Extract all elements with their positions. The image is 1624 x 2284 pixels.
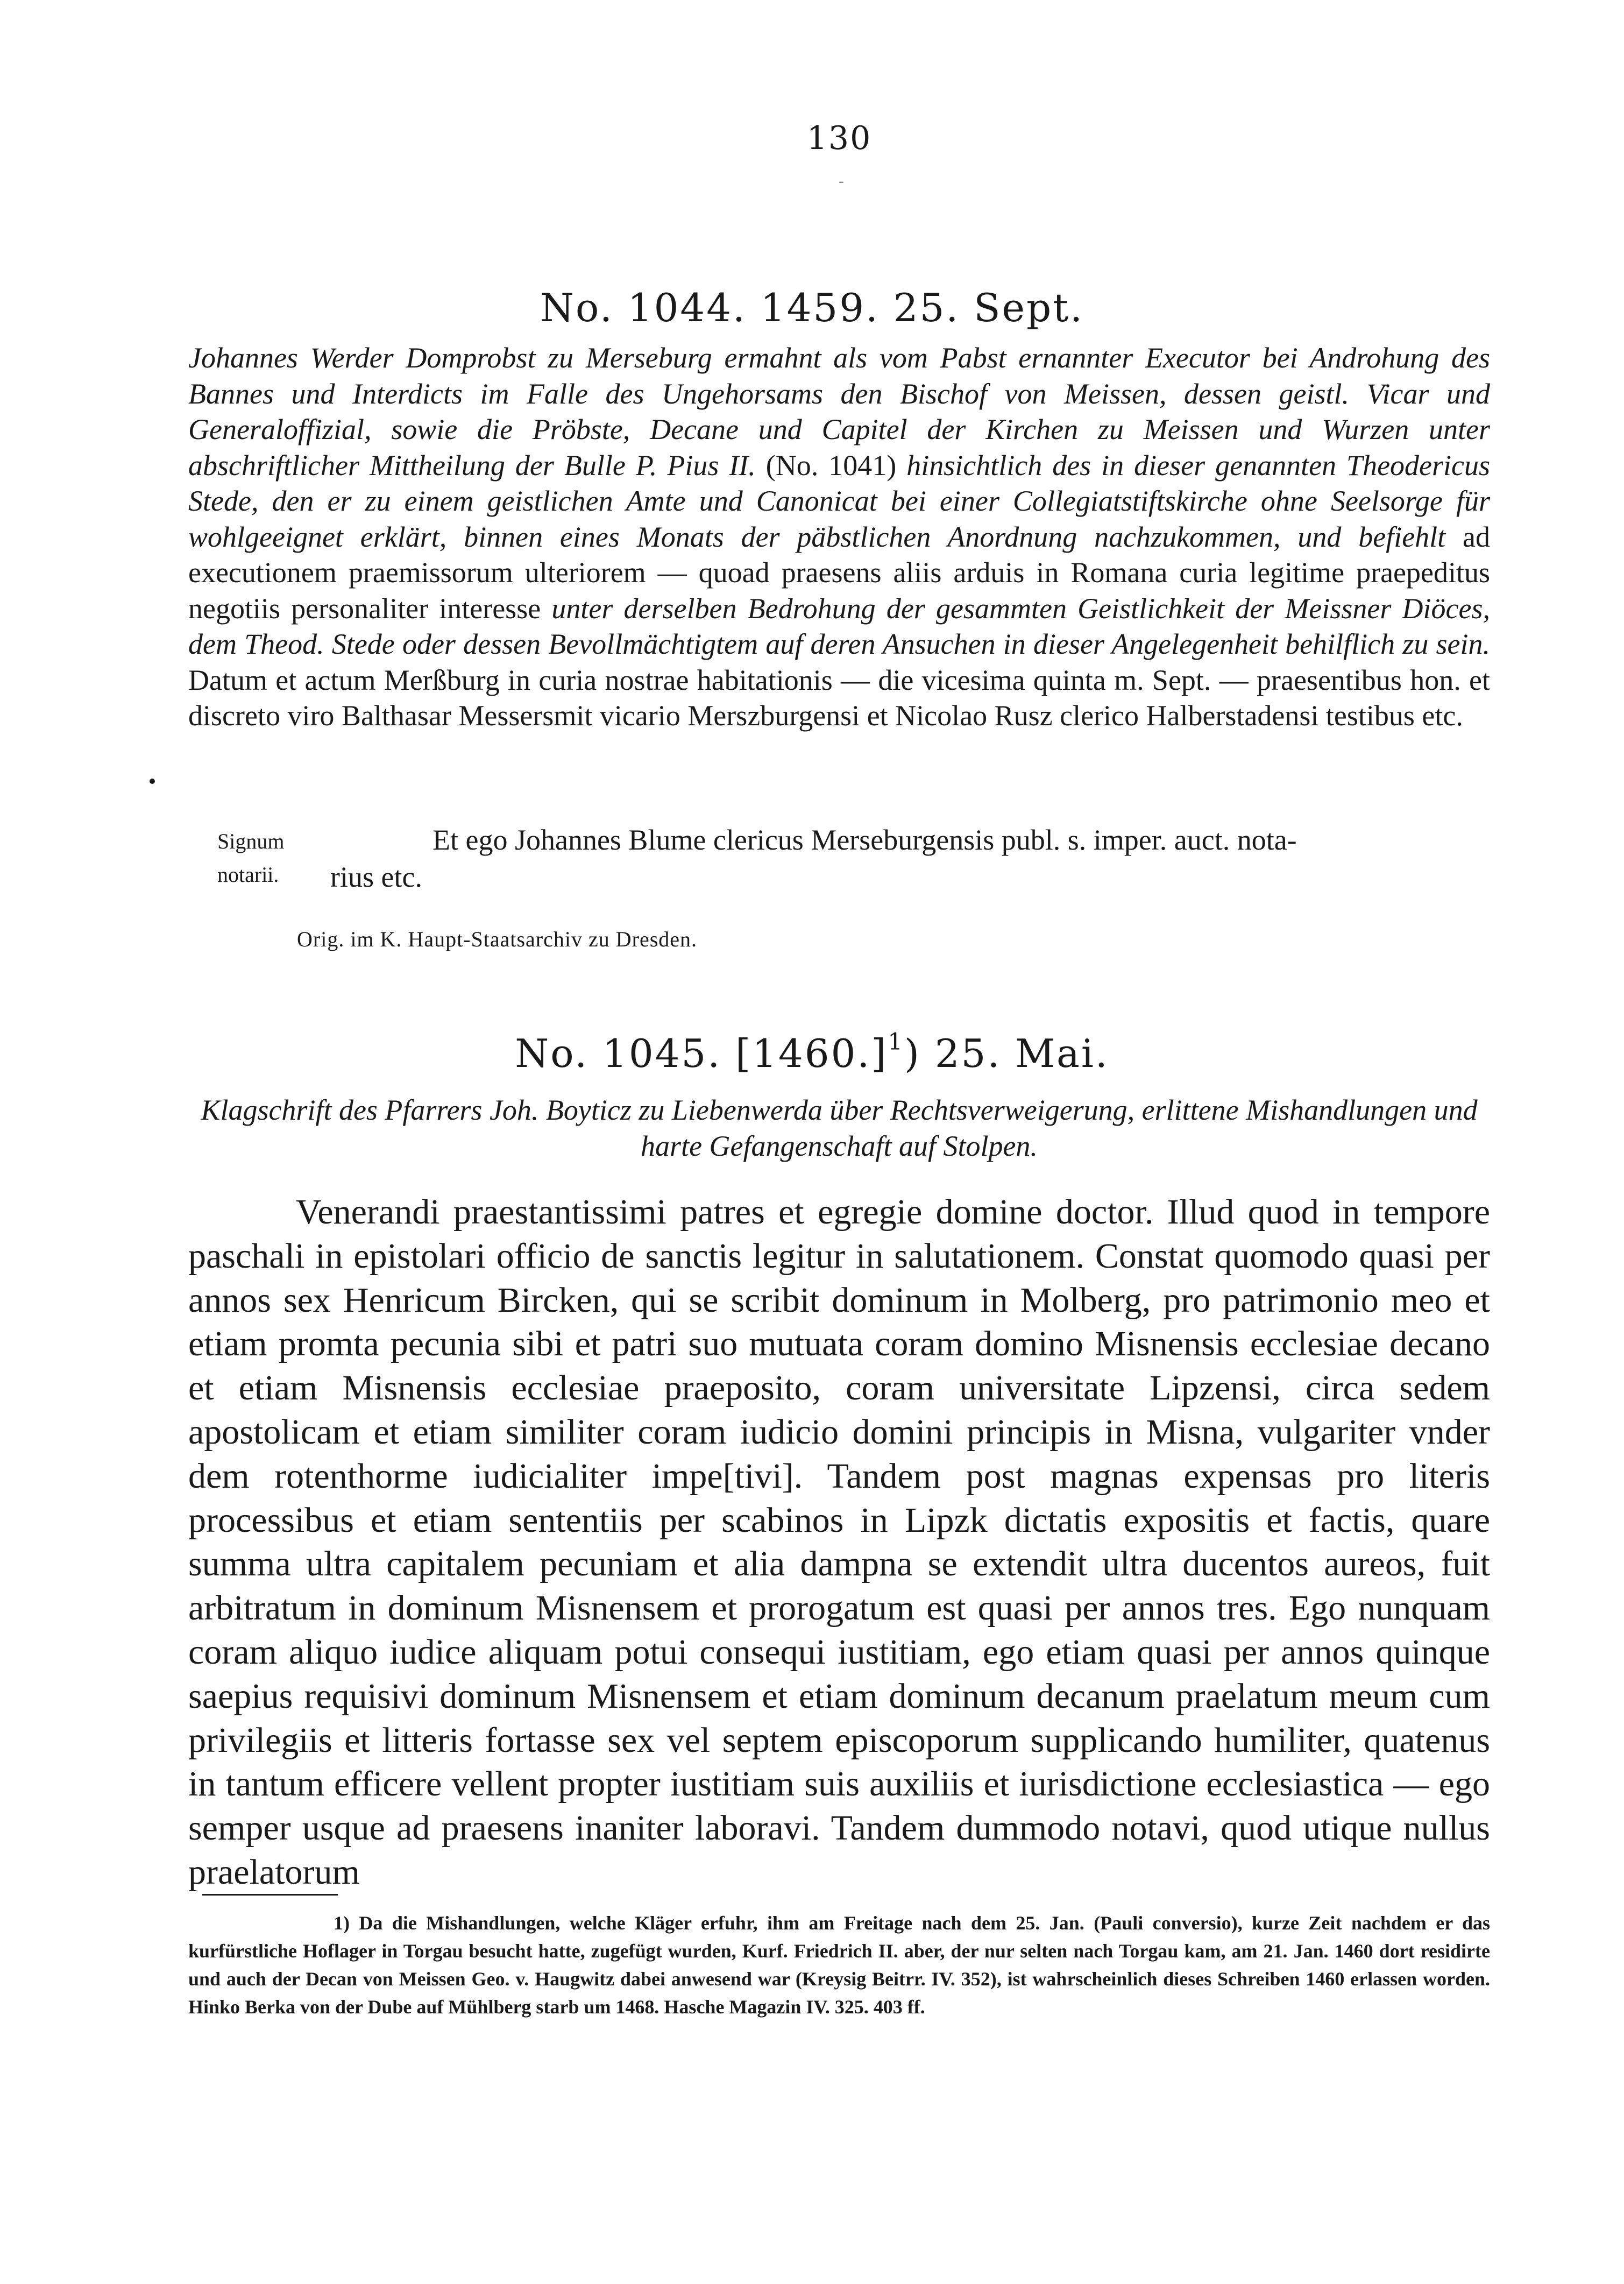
doc-1045-footnote-ref: 1 <box>888 1028 904 1056</box>
doc-1045-regest: Klagschrift des Pfarrers Joh. Boyticz zu Liebenwerda über Rechtsverweigerung, erlittene Mishandlungen und harte Gefangenschaft auf Stolpen. <box>201 1094 1478 1162</box>
signum-label-line-2: notarii. <box>217 862 279 887</box>
source-note: Orig. im K. Haupt-Staatsarchiv zu Dresden. <box>297 927 698 951</box>
regest-upright-part-2: ad executionem praemissorum ulteriorem — quoad praesens aliis arduis in Romana curia legitime praepeditus negotiis personaliter interesse <box>188 520 1490 625</box>
signum-label <box>217 825 336 892</box>
doc-1044-heading: No. 1044. 1459. 25. Sept. <box>540 285 1084 330</box>
page-number-mark: - <box>838 172 846 191</box>
regest-italic-part-2: hinsichtlich des in dieser genannten Theodericus Stede, den er zu einem geistlichen Amte und Canonicat bei einer Collegiatstiftskirche ohne Seelsorge für wohlgeeignet erklärt, binnen eines Monats der päbstlichen Anordnung nachzukommen, und befiehlt <box>188 449 1491 553</box>
doc-1044-regest <box>188 340 1490 734</box>
notary-text-continuation: rius etc. <box>330 861 422 893</box>
notary-signum-block <box>217 819 1508 900</box>
margin-dot <box>150 779 155 784</box>
regest-upright-part-3: Datum et actum Merßburg in curia nostrae habitationis — die vicesima quinta m. Sept. — praesentibus hon. et discreto viro Balthasar Messersmit vicario Merszburgensi et Nicolao Rusz clerico Halberstadensi testibus etc. <box>188 663 1490 732</box>
doc-1045-heading-prefix: No. 1045. [1460.] <box>515 1031 888 1076</box>
regest-italic-part-1: Johannes Werder Domprobst zu Merseburg ermahnt als vom Pabst ernannter Executor bei Androhung des Bannes und Interdicts im Falle des Ungehorsams den Bischof von Meissen, dessen geistl. Vicar und Generaloffizial, sowie die Pröbste, Decane und Capitel der Kirchen zu Meissen und Wurzen unter abschriftlicher Mittheilung der Bulle P. Pius II. <box>188 342 1490 482</box>
doc-1045-heading <box>0 1028 1624 1076</box>
regest-italic-part-3: unter derselben Bedrohung der gesammten Geistlichkeit der Meissner Diöces, dem Theod. Stede oder dessen Bevollmächtigtem auf deren Ansuchen in dieser Angelegenheit behilflich zu sein. <box>188 592 1490 660</box>
footnote <box>188 1909 1490 2021</box>
footnote-text: Da die Mishandlungen, welche Kläger erfuhr, ihm am Freitage nach dem 25. Jan. (Pauli conversio), kurze Zeit nachdem er das kurfürstliche Hoflager in Torgau besucht hatte, zugefügt wurden, Kurf. Friedrich II. aber, der nur selten nach Torgau kam, am 21. Jan. 1460 dort residirte und auch der Decan von Meissen Geo. v. Haugwitz dabei anwesend war (Kreysig Beitrr. IV. 352), ist wahrscheinlich dieses Schreiben 1460 erlassen worden. Hinko Berka von der Dube auf Mühlberg starb um 1468. Hasche Magazin IV. 325. 403 ff. <box>188 1912 1491 2018</box>
doc-1045-heading-suffix: ) 25. Mai. <box>904 1031 1109 1076</box>
signum-label-line-1: Signum <box>217 829 285 853</box>
notary-text: Et ego Johannes Blume clericus Merseburgensis publ. s. imper. auct. nota- <box>432 824 1297 856</box>
footnote-rule <box>202 1894 338 1896</box>
regest-upright-part-1: (No. 1041) <box>765 449 897 482</box>
page-number-value: 130 <box>806 119 872 157</box>
doc-1045-body: Venerandi praestantissimi patres et egregie domine doctor. Illud quod in tempore paschali in epistolari officio de sanctis legitur in salutationem. Constat quomodo quasi per annos sex Henricum Bircken, qui se scribit dominum in Molberg, pro patrimonio meo et etiam promta pecunia sibi et patri suo mutuata coram domino Misnensis ecclesiae decano et etiam Misnensis ecclesiae praeposito, coram universitate Lipzensi, circa sedem apostolicam et etiam similiter coram iudicio domini principis in Misna, vulgariter vnder dem rotenthorme iudicialiter impe[tivi]. Tandem post magnas expensas pro literis processibus et etiam sententiis per scabinos in Lipzk dictatis expositis et factis, quare summa ultra capitalem pecuniam et alia dampna se extendit ultra ducentos aureos, fuit arbitratum in dominum Misnensem et prorogatum est quasi per annos tres. Ego nunquam coram aliquo iudice aliquam potui consequi iustitiam, ego etiam quasi per annos quinque saepius requisivi dominum Misnensem et etiam dominum decanum praelatum meum cum privilegiis et litteris fortasse sex vel septem episcoporum supplicando humiliter, quatenus in tantum efficere vellent propter iustitiam suis auxiliis et iurisdictione ecclesiastica — ego semper usque ad praesens inaniter laboravi. Tandem dummodo notavi, quod utique nullus praelatorum <box>188 1192 1490 1892</box>
footnote-mark: 1) <box>334 1912 350 1934</box>
page-number <box>796 119 882 195</box>
